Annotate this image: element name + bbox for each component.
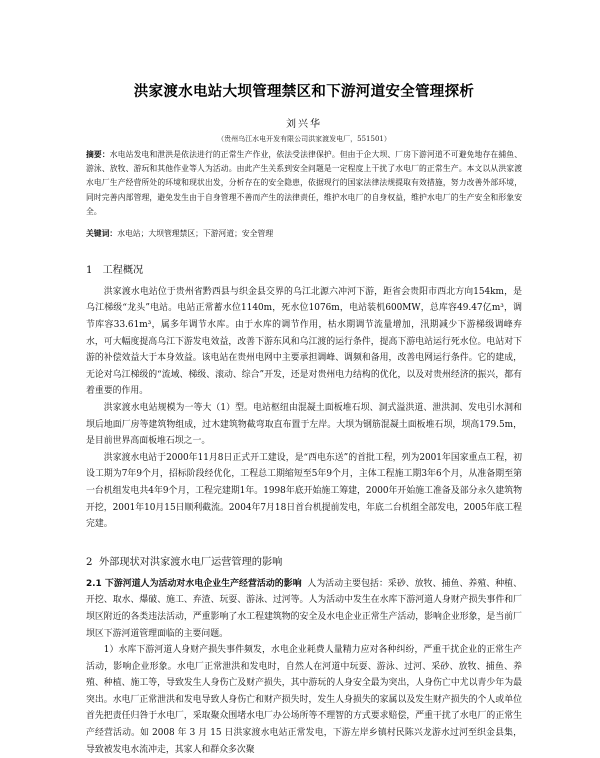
section-1-paragraph: 洪家渡水电站于2000年11月8日正式开工建设，是“西电东送”的首批工程，列为2001年国家重点工程，初设工期为7年9个月，招标阶段经优化，工程总工期缩短至5年9个月，主体工程施工期3年6个月，从准备期至第一台机组发电共4年9个月，工程完建期1年。1998年底开始施工筹建，2000年开始施工准备及部分永久建筑物开挖，2001年10月15日顺利截流。2004年7月18日首台机提前发电，年底二台机组全部发电，2005年底工程完建。	[86, 452, 522, 530]
section-2-title: 外部现状对洪家渡水电厂运营管理的影响	[98, 556, 283, 568]
paper-title: 洪家渡水电站大坝管理禁区和下游河道安全管理探析	[133, 84, 475, 100]
author-affiliation: （贵州乌江水电开发有限公司洪家渡发电厂，551501）	[217, 135, 391, 143]
keywords-text: 水电站；大坝管理禁区；下游河道；安全管理	[117, 228, 274, 238]
abstract-text: 水电站发电和泄洪是依法进行的正常生产作业，依法受法律保护。但由于企大坝、厂房下游河道不可避免地存在捕鱼、游泳、放牧、游玩和其他作业等人为活动。由此产生关系到安全问题是一定程度上干扰了水电厂的正常生产。本文以从洪家渡水电厂生产经营所处的环境和现状出发，分析存在的安全隐患，依据现行的国家法律法规提取有效措施，努力改善外部环境，同时完善内部管理，避免发生由于自身管理不善而产生的法律责任，维护水电厂的自身权益，维护水电厂的生产安全和形象安全。	[86, 150, 523, 216]
subsection-2-1	[86, 576, 522, 642]
section-1-paragraph: 洪家渡水电站位于贵州省黔西县与织金县交界的乌江北源六冲河下游，距省会贵阳市西北方向154km，是乌江梯级“龙头”电站。电站正常蓄水位1140m，死水位1076m，电站装机600MW，总库容49.47亿m³，调节库容33.61m³，属多年调节水库。由于水库的调节作用，枯水期调节流量增加，汛期减少下游梯级调峰弃水，可大幅度提高乌江下游发电效益，改善下游东风和乌江渡的运行条件，提高下游电站运行死水位。电站对下游的补偿效益大于本身效益。该电站在贵州电网中主要承担调峰、调频和备用，改善电网运行条件。它的建成，无论对乌江梯级的“流域、梯级、滚动、综合”开发，还是对贵州电力结构的优化，以及对贵州经济的振兴，都有着重要的作用。	[86, 286, 522, 397]
section-1-title: 工程概况	[102, 264, 144, 276]
abstract-label: 摘要：	[86, 150, 110, 159]
abstract	[86, 148, 522, 219]
subsection-2-1-text: 人为活动主要包括：采砂、放牧、捕鱼、养殖、种植、开挖、取水、爆破、施工、弃渣、玩耍、游泳、过河等。人为活动中发生在水库下游河道人身财产损失事件和厂坝区附近的各类违法活动，严重影响了水工程建筑物的安全及水电企业正常生产活动，影响企业形象，是当前厂坝区下游河道管理面临的主要问题。	[86, 578, 522, 639]
keywords	[86, 227, 522, 241]
section-1-number: 1	[86, 264, 93, 276]
subsection-2-1-label: 2.1 下游河道人为活动对水电企业生产经营活动的影响	[86, 578, 302, 589]
section-2-heading	[86, 553, 522, 568]
section-1-heading	[86, 261, 522, 276]
keywords-label: 关键词：	[86, 228, 118, 238]
section-2-paragraph: 1）水库下游河道人身财产损失事件频发，水电企业耗费人量精力应对各种纠纷，严重干扰企业的正常生产活动，影响企业形象。水电厂正常泄洪和发电时，自然人在河道中玩耍、游泳、过河、采砂、放牧、捕鱼、养殖、种植、施工等，导致发生人身伤亡及财产损失，其中游玩的人身安全最为突出，人身伤亡中尤以青少年为最突出。水电厂正常泄洪和发电导致人身伤亡和财产损失时，发生人身损失的家属以及发生财产损失的个人或单位首先把责任归咎于水电厂，采取聚众围堵水电厂办公场所等不理智的方式要求赔偿，严重干扰了水电厂的正常生产经营活动。如 2008 年 3 月 15 日洪家渡水电站正常发电，下游左岸乡镇村民陈兴龙游水过河至织金县集，导致被发电水流冲走，其家人和群众多次聚	[86, 645, 522, 755]
section-1-paragraph: 洪家渡水电站规模为一等大（1）型。电站枢纽由混凝土面板堆石坝、洞式溢洪道、泄洪洞、发电引水洞和坝后地面厂房等建筑物组成，过木建筑物截弯取直布置于左岸。大坝为钢筋混凝土面板堆石坝，坝高179.5m，是目前世界高面板堆石坝之一。	[86, 402, 522, 447]
section-2-number: 2	[86, 556, 93, 568]
author-name: 刘兴华	[286, 119, 322, 130]
